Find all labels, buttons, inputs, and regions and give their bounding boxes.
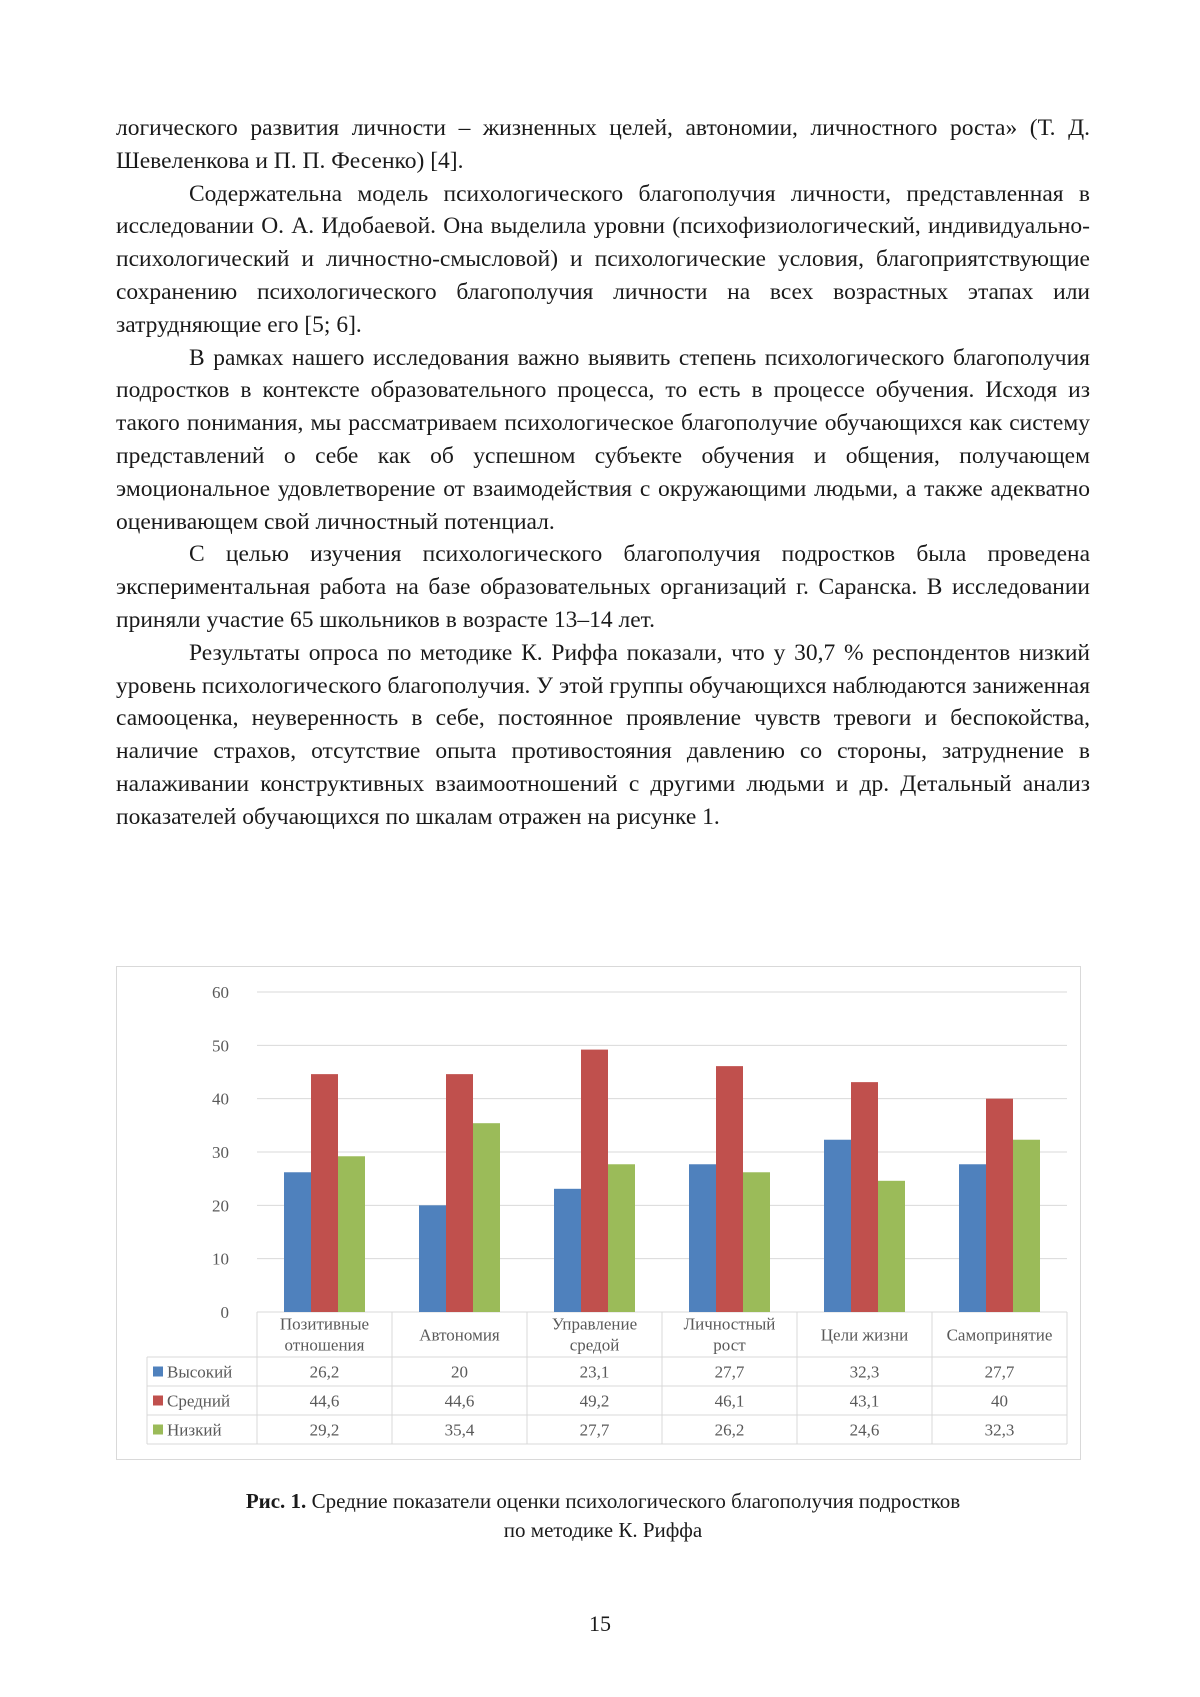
paragraph-4: С целью изучения психологического благополучия подростков была проведена экспериментальная работа на базе образовательных организаций г. Саранска. В исследовании приняли участие 65 школьников в возрасте 13–14 лет. <box>116 541 1090 633</box>
category-label: Позитивные <box>279 1314 370 1334</box>
bar-низкий <box>1013 1140 1040 1312</box>
data-label: 44,6 <box>309 1391 340 1411</box>
legend-label: Средний <box>167 1391 231 1411</box>
data-label: 23,1 <box>579 1362 610 1382</box>
data-label: 43,1 <box>849 1391 880 1411</box>
caption-text-1: Средние показатели оценки психологического благополучия подростков <box>311 1489 961 1513</box>
category-label: отношения <box>284 1335 365 1355</box>
paragraph-3: В рамках нашего исследования важно выявить степень психологического благополучия подростков в контексте образовательного процесса, то есть в процессе обучения. Исходя из такого понимания, мы рассматриваем психологическое благополучие обучающихся как систему представлений о себе как об успешном субъекте обучения и общения, получающем эмоциональное удовлетворение от взаимодействия с окружающими людьми, а также адекватно оценивающем свой личностный потенциал. <box>116 344 1090 535</box>
y-tick-label: 20 <box>212 1196 229 1216</box>
figure-caption <box>116 1487 1090 1545</box>
caption-line-2: по методике К. Риффа <box>503 1518 703 1542</box>
data-label: 27,7 <box>984 1362 1015 1382</box>
data-label: 20 <box>451 1362 468 1382</box>
data-label: 32,3 <box>849 1362 880 1382</box>
page-number: 15 <box>589 1611 611 1636</box>
bar-средний <box>986 1099 1013 1312</box>
bar-низкий <box>473 1123 500 1312</box>
paragraph-2: Содержательна модель психологического благополучия личности, представленная в исследовании О. А. Идобаевой. Она выделила уровни (психофизиологический, индивидуально-психологический и личностно-смысловой) и психологические условия, благоприятствующие сохранению психологического благополучия личности на всех возрастных этапах или затрудняющие его [5; 6]. <box>116 180 1090 338</box>
data-label: 49,2 <box>579 1391 610 1411</box>
category-label: рост <box>713 1335 746 1355</box>
bar-низкий <box>608 1164 635 1312</box>
bar-высокий <box>419 1205 446 1312</box>
paragraph-1: логического развития личности – жизненных целей, автономии, личностного роста» (Т. Д. Шевеленкова и П. П. Фесенко) [4]. <box>116 115 1090 174</box>
legend-key-высокий <box>153 1367 163 1377</box>
data-label: 29,2 <box>309 1420 340 1440</box>
bar-средний <box>716 1066 743 1312</box>
data-label: 40 <box>991 1391 1008 1411</box>
data-label: 44,6 <box>444 1391 475 1411</box>
bar-средний <box>446 1074 473 1312</box>
category-label: Автономия <box>419 1325 500 1345</box>
text-body <box>116 112 1090 834</box>
caption-label: Рис. 1. <box>245 1489 307 1513</box>
data-label: 24,6 <box>849 1420 880 1440</box>
y-tick-label: 10 <box>212 1249 229 1269</box>
data-label: 35,4 <box>444 1420 475 1440</box>
bar-chart <box>117 967 1082 1461</box>
category-label: Личностный <box>683 1314 776 1334</box>
data-label: 27,7 <box>579 1420 610 1440</box>
legend-key-низкий <box>153 1425 163 1435</box>
y-tick-label: 50 <box>212 1036 229 1056</box>
bar-средний <box>311 1074 338 1312</box>
bar-низкий <box>878 1181 905 1312</box>
y-tick-label: 30 <box>212 1143 229 1162</box>
y-tick-label: 60 <box>212 983 229 1002</box>
paragraph-5: Результаты опроса по методике К. Риффа показали, что у 30,7 % респондентов низкий уровень психологического благополучия. У этой группы обучающихся наблюдаются заниженная самооценка, неуверенность в себе, постоянное проявление чувств тревоги и беспокойства, наличие страхов, отсутствие опыта противостояния давлению со стороны, затруднение в налаживании конструктивных взаимоотношений с другими людьми и др. Детальный анализ показателей обучающихся по шкалам отражен на рисунке 1. <box>116 639 1090 830</box>
category-label: средой <box>569 1335 620 1355</box>
data-label: 26,2 <box>714 1420 745 1440</box>
bar-низкий <box>338 1156 365 1312</box>
bar-низкий <box>743 1172 770 1312</box>
y-tick-label: 40 <box>212 1089 229 1109</box>
data-label: 26,2 <box>309 1362 340 1382</box>
data-label: 27,7 <box>714 1362 745 1382</box>
y-tick-label: 0 <box>220 1303 229 1322</box>
data-label: 46,1 <box>714 1391 745 1411</box>
bar-высокий <box>554 1189 581 1312</box>
bar-высокий <box>959 1164 986 1312</box>
category-label: Управление <box>551 1314 638 1334</box>
bar-средний <box>581 1050 608 1312</box>
bar-высокий <box>284 1172 311 1312</box>
bar-высокий <box>689 1164 716 1312</box>
legend-label: Высокий <box>167 1362 233 1382</box>
bar-высокий <box>824 1140 851 1312</box>
legend-label: Низкий <box>167 1420 222 1440</box>
legend-key-средний <box>153 1396 163 1406</box>
caption-line-1 <box>116 1487 1090 1516</box>
category-label: Цели жизни <box>820 1325 909 1345</box>
bar-средний <box>851 1082 878 1312</box>
figure-chart <box>116 966 1081 1460</box>
category-label: Самопринятие <box>946 1325 1053 1345</box>
data-label: 32,3 <box>984 1420 1015 1440</box>
